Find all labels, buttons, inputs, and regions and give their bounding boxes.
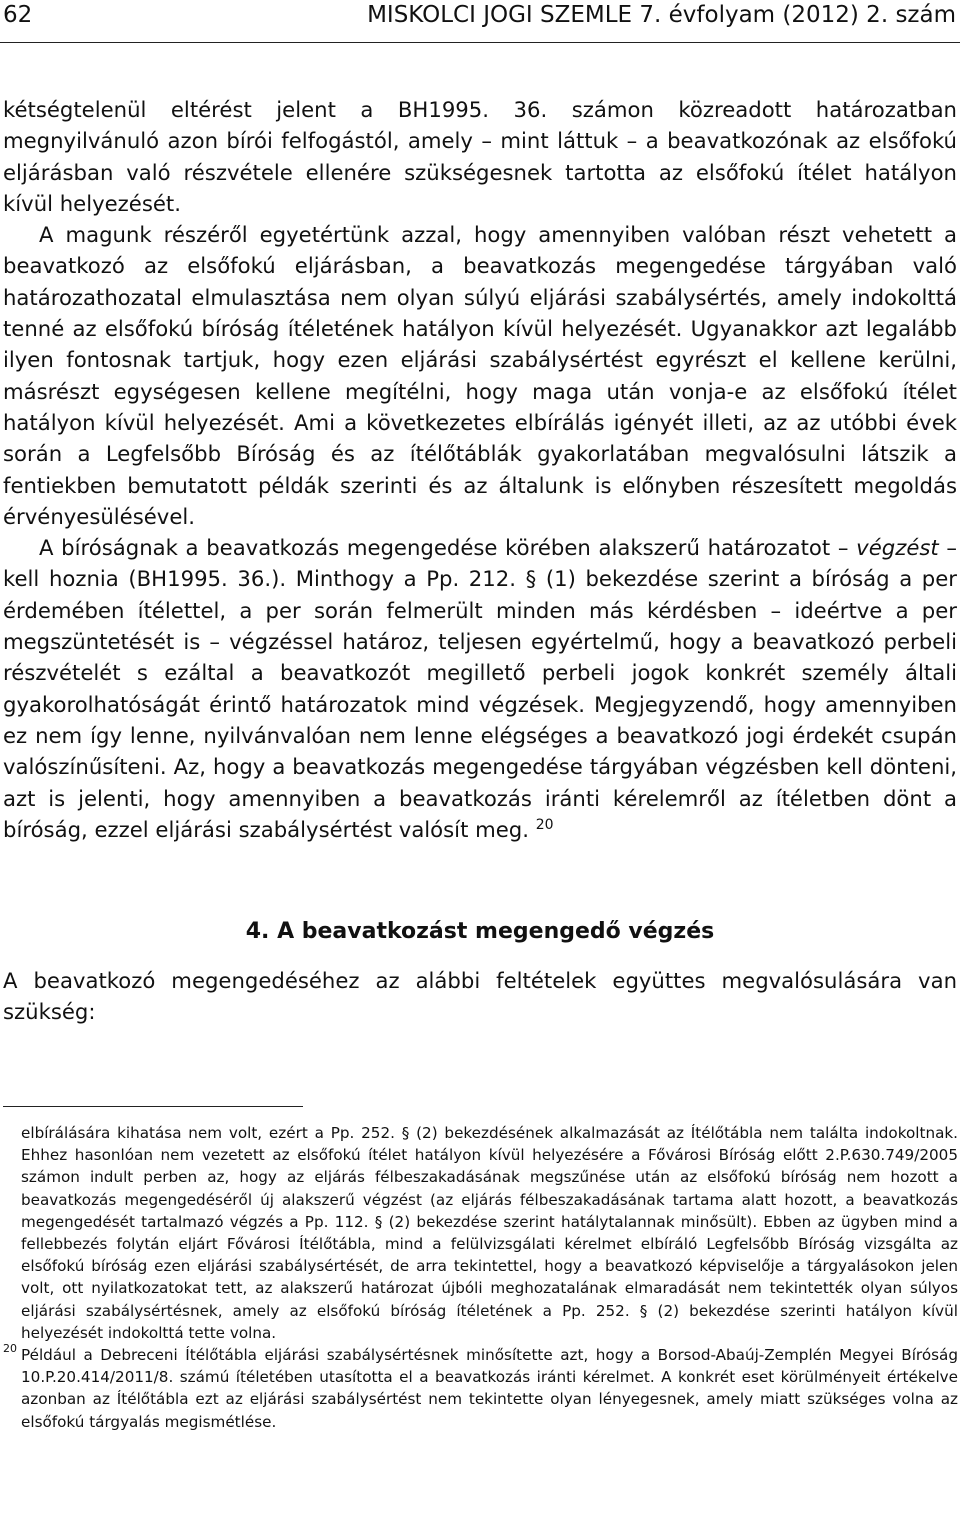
footnotes [3,1122,958,1433]
page-number: 62 [3,2,33,28]
section-intro-paragraph: A beavatkozó megengedéséhez az alábbi feltételek együttes megvalósulására van szükség: [3,968,957,1025]
paragraph-3-rest: – kell hoznia (BH1995. 36.). Minthogy a Pp. 212. § (1) bekezdése szerint a bíróság a per érdemében ítélettel, a per során felmerült minden más kérdésben – ideértve a per megszüntetését is – végzéssel határoz, teljesen egyértelmű, hogy a beavatkozó perbeli részvételét s ezáltal a beavatkozót megillető perbeli jogok konkrét személy általi gyakorolhatóságát érintő határozatok mind végzések. Megjegyzendő, hogy amennyiben ez nem így lenne, nyilvánvalóan nem lenne elégséges a beavatkozó jogi érdekét csupán valószínűsíteni. Az, hogy a beavatkozás megengedése tárgyában végzésben kell dönteni, azt is jelenti, hogy amennyiben a beavatkozás iránti kérelemről az ítéletben dönt a bíróság, ezzel eljárási szabálysértést valósít meg. [3,535,957,842]
section-heading: 4. A beavatkozást megengedő végzés [245,919,715,944]
footnote-20-text: Például a Debreceni Ítélőtábla eljárási szabálysértésnek minősítette azt, hogy a Borsod-Abaúj-Zemplén Megyei Bíróság 10.P.20.414/2011/8. számú ítéletében utasította el a beavatkozás iránti kérelmet. A konkrét eset körülményeit értékelve azonban az Ítélőtábla ezt az eljárási szabálysértést nem tekintette olyan lényegesnek, amely miatt szükséges volna az elsőfokú tárgyalás megismétlése. [21,1346,958,1431]
footnote-separator [3,1106,303,1107]
page-header [0,0,960,44]
paragraph-3-start: A bíróságnak a beavatkozás megengedése körében alakszerű határozatot – [39,535,849,561]
paragraph-1: kétségtelenül eltérést jelent a BH1995. 36. számon közreadott határozatban megnyilvánuló azon bírói felfogástól, amely – mint láttuk – a beavatkozónak az elsőfokú eljárásban való részvétele ellenére szükségesnek tartotta az elsőfokú ítélet hatályon kívül helyezését. [3,97,957,216]
journal-header: MISKOLCI JOGI SZEMLE 7. évfolyam (2012) 2. szám [367,2,956,28]
footnote-20 [3,1344,958,1433]
footnote-20-number: 20 [3,1342,17,1356]
section-intro [3,965,957,1028]
italic-term: végzést [856,535,939,561]
body-text [3,94,957,845]
footnote-continuation: elbírálására kihatása nem volt, ezért a Pp. 252. § (2) bekezdésének alkalmazását az Ítélőtábla nem találta indokoltnak. Ehhez hasonlóan nem vezetett az elsőfokú ítélet hatályon kívül helyezésére a Fővárosi Bíróság előtt 2.P.630.749/2005 számon indult perben az, hogy az eljárás félbeszakadásának megszűnése után az elsőfokú bíróság nem hozott a beavatkozás megengedéséről új alakszerű végzést (az eljárás félbeszakadásának tartama alatt hozott, a beavatkozás megengedését tartalmazó végzés a Pp. 112. § (2) bekezdése szerint hatálytalannak minősült). Ebben az ügyben mind a fellebbezés folytán eljárt Fővárosi Ítélőtábla, mind a felülvizsgálati kérelmet elbíráló Legfelsőbb Bíróság vizsgálta az elsőfokú bíróság ezen eljárási szabálysértését, de arra tekintettel, hogy a beavatkozó képviselője a tárgyalásokon jelen volt, ott nyilatkozatokat tett, az alakszerű határozat újbóli meghozatalának elmaradását nem tekintették olyan súlyos eljárási szabálysértésnek, amely az elsőfokú bíróság ítéletének a Pp. 252. § (2) bekezdése szerinti hatályon kívül helyezését indokolttá tette volna. [21,1124,958,1342]
header-rule [0,42,960,43]
footnote-reference-20[interactable]: 20 [535,816,554,833]
paragraph-2: A magunk részéről egyetértünk azzal, hogy amennyiben valóban részt vehetett a beavatkozó az elsőfokú eljárásban, a beavatkozás megengedése tárgyában való határozathozatal elmulasztása nem olyan súlyú eljárási szabálysértés, amely indokolttá tenné az elsőfokú bíróság ítéletének hatályon kívül helyezését. Ugyanakkor azt legalább ilyen fontosnak tartjuk, hogy ezen eljárási szabálysértést egyrészt el kellene kerülni, másrészt egységesen kellene megítélni, hogy maga után vonja-e az elsőfokú ítélet hatályon kívül helyezését. Ami a következetes elbírálás igényét illeti, az az utóbbi évek során a Legfelsőbb Bíróság és az ítélőtáblák gyakorlatában megvalósulni látszik a fentiekben bemutatott példák szerinti és az általunk is előnyben részesített megoldás érvényesülésével. [3,222,957,529]
paragraph-3 [3,532,957,845]
